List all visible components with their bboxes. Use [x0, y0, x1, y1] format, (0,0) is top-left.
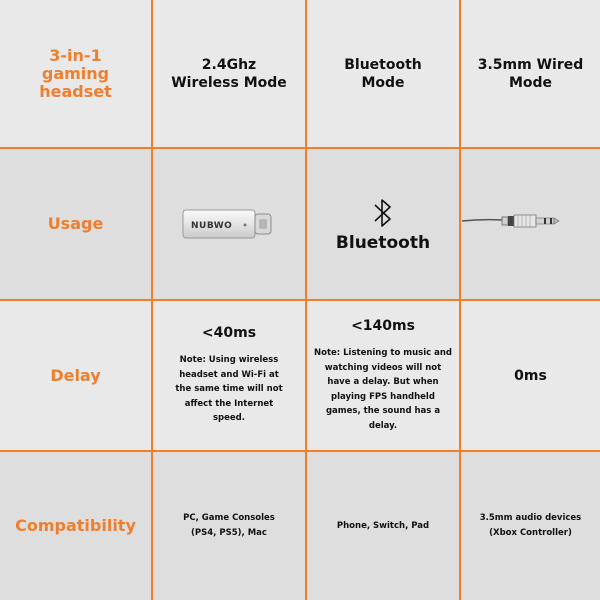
- bluetooth-compat-text: Phone, Switch, Pad: [336, 520, 430, 531]
- compatibility-wireless: [153, 452, 307, 600]
- wireless-compat-text: PC, Game Consoles (PS4, PS5), Mac: [183, 513, 275, 538]
- usb-c-dongle-icon: [179, 204, 279, 244]
- product-title: 3-in-1 gaming headset: [39, 45, 112, 101]
- header-wired-label: 3.5mm Wired Mode: [477, 56, 584, 91]
- usage-row-label: [0, 149, 153, 301]
- bluetooth-word: Bluetooth: [335, 233, 431, 253]
- header-bluetooth: [307, 0, 461, 149]
- table-corner-title: [0, 0, 153, 149]
- header-bluetooth-label: Bluetooth Mode: [344, 56, 422, 91]
- wireless-delay-value: <40ms: [201, 325, 257, 342]
- delay-wireless: [153, 301, 307, 452]
- compatibility-label: Compatibility: [15, 516, 136, 535]
- bluetooth-delay-value: <140ms: [351, 318, 415, 334]
- compatibility-bluetooth: [307, 452, 461, 600]
- dongle-brand-text: NUBWO: [191, 221, 233, 231]
- delay-row-label: [0, 301, 153, 452]
- wired-delay-value: 0ms: [514, 367, 547, 384]
- audio-jack-cable-icon: [462, 209, 599, 239]
- compatibility-wired: [461, 452, 600, 600]
- usage-label: Usage: [47, 214, 104, 233]
- delay-wired: [461, 301, 600, 452]
- header-wireless-label: 2.4Ghz Wireless Mode: [171, 56, 287, 91]
- usage-wired: [461, 149, 600, 301]
- bluetooth-icon: [370, 195, 396, 231]
- usage-wireless: [153, 149, 307, 301]
- wireless-delay-note: Note: Using wireless headset and Wi-Fi at the same time will not affect the Internet speed.: [175, 355, 283, 424]
- header-wired: [461, 0, 600, 149]
- compatibility-row-label: [0, 452, 153, 600]
- delay-bluetooth: [307, 301, 461, 452]
- usage-bluetooth: [307, 149, 461, 301]
- header-wireless: [153, 0, 307, 149]
- wired-compat-text: 3.5mm audio devices (Xbox Controller): [479, 513, 582, 538]
- bluetooth-delay-note: Note: Listening to music and watching videos will not have a delay. But when playing FPS handheld games, the sound has a delay.: [313, 348, 453, 431]
- delay-label: Delay: [50, 365, 101, 385]
